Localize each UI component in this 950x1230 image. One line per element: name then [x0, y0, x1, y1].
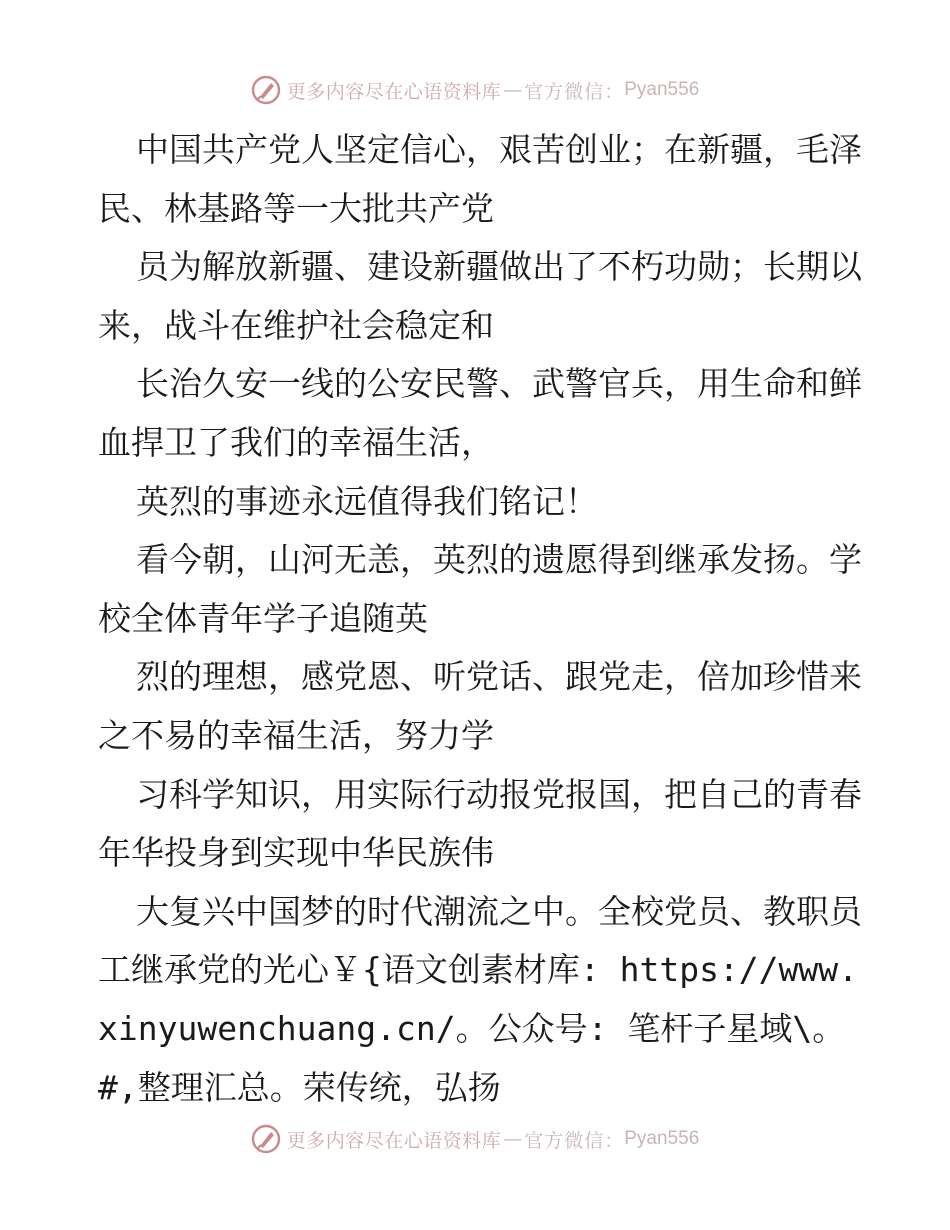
paragraph: 长治久安一线的公安民警、武警官兵，用生命和鲜血捍卫了我们的幸福生活，	[98, 364, 862, 462]
watermark-dash: —	[503, 1128, 523, 1150]
paragraph: 大复兴中国梦的时代潮流之中。全校党员、教职员工继承党的光心￥{语文创素材库: https://www.xinyuwenchuang.cn/。公众号: 笔杆子星域\。#,整理汇总。荣传统，弘扬	[98, 891, 862, 1107]
quill-pen-icon	[251, 75, 281, 105]
watermark-label: 官方微信：	[524, 80, 625, 103]
watermark-dash: —	[503, 79, 523, 101]
watermark-wechat-id: Pyan556	[624, 79, 700, 100]
watermark-label: 官方微信：	[524, 1129, 625, 1152]
paragraph: 英烈的事迹永远值得我们铭记！	[136, 481, 598, 521]
watermark-wechat-id: Pyan556	[624, 1128, 700, 1149]
header-watermark	[0, 70, 950, 110]
body-text	[98, 121, 868, 1117]
watermark-main-text: 更多内容尽在心语资料库	[286, 1129, 502, 1152]
watermark-main-text: 更多内容尽在心语资料库	[286, 80, 502, 103]
quill-pen-icon	[251, 1124, 281, 1154]
paragraph: 员为解放新疆、建设新疆做出了不朽功勋；长期以来，战斗在维护社会稳定和	[98, 247, 862, 345]
paragraph: 看今朝，山河无恙，英烈的遗愿得到继承发扬。学校全体青年学子追随英	[98, 540, 862, 638]
footer-watermark	[0, 1119, 950, 1159]
paragraph: 烈的理想，感党恩、听党话、跟党走，倍加珍惜来之不易的幸福生活，努力学	[98, 657, 862, 755]
paragraph: 习科学知识，用实际行动报党报国，把自己的青春年华投身到实现中华民族伟	[98, 774, 862, 873]
paragraph: 中国共产党人坚定信心，艰苦创业；在新疆，毛泽民、林基路等一大批共产党	[98, 130, 862, 228]
